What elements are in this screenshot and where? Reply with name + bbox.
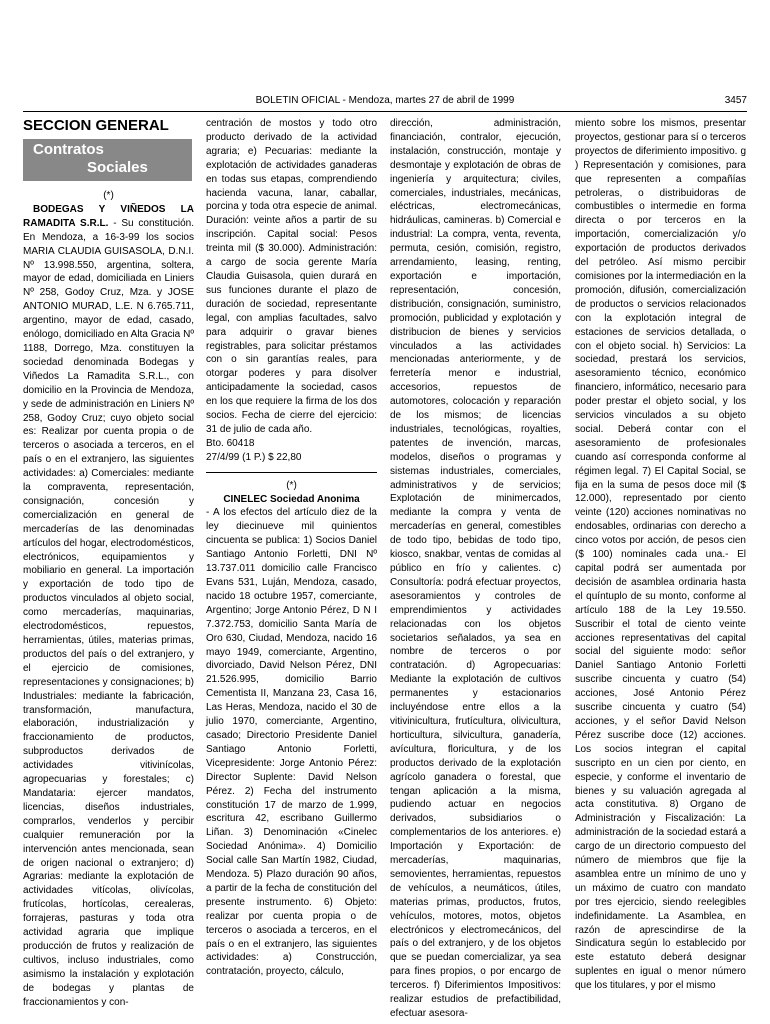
section-subtitle-line2: Sociales bbox=[87, 159, 148, 176]
section-title: SECCION GENERAL bbox=[23, 117, 169, 134]
notice-1-continuation: centración de mostos y todo otro producto derivado de la actividad agraria; e) Pecuarias: mediante la explotación de actividades ganaderas en todas sus etapas, comprendiendo hacienda vacuna, lanar, caballar, porcina y toda otra especie de animal. Duración: veinte años a partir de su inscripción. Capital social: Pesos treinta mil ($ 30.000). Administración: a cargo de socia gerente María Claudia Guisasola, quien durará en sus funciones durante el plazo de duración de sociedad, representante legal, con amplias facultades, salvo para adquirir o gravar bienes registrables, para solicitar préstamos con o sin garantías reales, para otorgar poderes y para disolver anticipadamente la sociedad, casos en los que requiere la firma de los dos socios. Fecha de cierre del ejercicio: 31 de julio de cada año. bbox=[206, 118, 377, 435]
column-1 bbox=[23, 117, 194, 1008]
notice-separator bbox=[206, 472, 377, 473]
section-subtitle-box bbox=[23, 139, 192, 181]
notice-2-marker: (*) bbox=[286, 479, 297, 491]
notice-1-marker: (*) bbox=[103, 190, 114, 201]
page-header bbox=[23, 94, 747, 108]
notice-1-bto: Bto. 60418 bbox=[206, 437, 255, 449]
notice-1-date: 27/4/99 (1 P.) $ 22,80 bbox=[206, 451, 302, 463]
section-subtitle-line1: Contratos bbox=[33, 141, 104, 158]
page-number: 3457 bbox=[724, 95, 747, 106]
notice-1-body bbox=[23, 203, 194, 1010]
header-title: BOLETIN OFICIAL - Mendoza, martes 27 de abril de 1999 bbox=[255, 95, 515, 106]
notice-2-body-col4: miento sobre los mismos, presentar proyectos, gestionar para sí o terceros proyectos de diferimiento impositivo. g ) Representación y comisiones, para que representen a compañías petroleras, o distribuidoras de combustibles o intermedie en forma directa o por terceros en la importación, comercialización y/o exportación de productos derivados del petróleo. Así mismo percibir comisiones por la intermediación en la promoción, difusión, comercialización de productos o servicios relacionados con la explotación integral de estaciones de servicios detallada, o con el objeto social. h) Servicios: La sociedad, prestará los servicios, asesoramiento técnico, económico financiero, informático, necesario para poder prestar el objeto social, y los servicios vinculados a su objeto social. Deberá contar con el asesoramiento de profesionales cuando así corresponda conforme al régimen legal. 7) El Capital Social, se fija en la suma de pesos doce mil ($ 12.000), representado por ciento veinte (120) acciones nominativas no endosables, ordinarias con derecho a cinco votos por acción, de pesos cien ($ 100) nominales cada una.- El capital podrá ser aumentada por decisión de asamblea ordinaria hasta el quíntuplo de su monto, conforme al artículo 188 de la Ley 19.550. Suscribir el total de ciento veinte acciones representativas del capital social del siguiente modo: señor Daniel Santiago Antonio Forletti suscribe cincuenta y cuatro (54) acciones, José Antonio Pérez suscribe cincuenta y cuatro (54) acciones, y el señor David Nelson Pérez suscribe doce (12) acciones. Los socios integran el capital suscripto en un cien por ciento, en especie, y conforme el inventario de bienes y su valuación agregada al acta constitutiva. 8) Organo de Administración y Fiscalización: La administración de la sociedad estará a cargo de un directorio compuesto del número de miembros que fije la asamblea entre un mínimo de uno y un máximo de cuatro con mandato por tres ejercicio, siendo reelegibles indefinidamente. La Asamblea, en razón de aprescindirse de la Sindicatura según lo establecido por este estatuto deberá designar suplentes en igual o menor número que los titulares, y por el mismo bbox=[575, 118, 746, 992]
notice-2-body-col2: - A los efectos del artículo diez de la ley diecinueve mil quinientos cincuenta se publica: 1) Socios Daniel Santiago Antonio Forletti, DNI Nº 13.737.011 domicilio calle Francisco Evans 531, Luján, Mendoza, casado, nacido 18 octubre 1957, comerciante, Argentino; Jorge Antonio Pérez, D N I 7.372.753, domicilio Santa María de Oro 630, Ciudad, Mendoza, nacido 16 mayo 1949, comerciante, Argentino, divorciado, David Nelson Pérez, DNI 21.526.995, domicilio Barrio Cementista II, Manzana 23, Casa 16, Las Heras, Mendoza, nacido el 30 de julio 1970, comerciante, Argentino, casado; Directorio Presidente Daniel Santiago Antonio Forletti, Vicepresidente: Jorge Antonio Pérez: Director Suplente: David Nelson Pérez. 2) Fecha del instrumento constitución 17 de marzo de 1.999, escritura 42, escribano Guillermo Liñan. 3) Denominación «Cinelec Sociedad Anónima». 4) Domicilio Social calle San Martín 1982, Ciudad, Mendoza. 5) Plazo duración 90 años, a partir de la fecha de constitución del presente instrumento. 6) Objeto: realizar por cuenta propia o de terceros o asociada a terceros, en el país o en el extranjero, las siguientes actividades: a) Construcción, contratación, proyecto, cálculo, bbox=[206, 507, 377, 978]
notice-1-company: BODEGAS Y VIÑEDOS LA RAMADITA S.R.L. bbox=[23, 203, 194, 229]
header-rule bbox=[23, 111, 747, 112]
column-3 bbox=[390, 117, 561, 1019]
notice-1-intro: - Su constitución. En Mendoza, a 16-3-99 los socios MARIA CLAUDIA GUISASOLA, D.N.I. Nº 13.998.550, argentina, soltera, mayor de edad, domiciliada en Liniers Nº 258, Godoy Cruz, Mza. y JOSE ANTONIO MURAD, L.E. N 6.765.711, argentino, mayor de edad, casado, enólogo, domiciliado en Alta Gracia Nº 1188, Dorrego, Mza. constituyen la sociedad denominada Bodegas y Viñedos La Ramadita S.R.L., con domicilio en la Provincia de Mendoza, y sede de administración en Liniers Nº 258, Godoy Cruz; cuyo objeto social es: Realizar por cuenta propia o de terceros o asociada a terceros, en el país o en el extranjero, las siguientes actividades: a) Comerciales: mediante la compraventa, representación, consignación, concesión y comercialización en general de mercaderías de las denominadas artículos del hogar, electrodomésticos, electrónicos, equipamientos y mobiliario en general. La importación y exportación de todo tipo de productos vinculados al objeto social, como mercaderías, maquinarias, electrodomésticos, repuestos, herramientas, útiles, materias primas, productos del país o del extranjero, y el ejercicio de comisiones, representaciones y consignaciones; b) Industriales: mediante la fabricación, transformación, manufactura, elaboración, industrialización y fraccionamiento de productos, subproductos derivados de actividades vitivinícolas, agropecuarias y forestales; c) Mandataria: ejercer mandatos, licencias, diseños industriales, comprarlos, venderlos y percibir cualquier remuneración por la intervención antes mencionada, sean de origen nacional o extranjero; d) Agrarias: mediante la explotación de actividades vitícolas, olivícolas, frutícolas, hortícolas, cerealeras, forrajeras, pasturas y toda otra actividad agraria que implique producción de frutos y realización de cultivos, incluso industriales, como asimismo la instalación y explotación de bodegas y plantas de fraccionamientos y con- bbox=[23, 217, 194, 1008]
notice-2-body-col3: dirección, administración, financiación, contralor, ejecución, instalación, construcción, montaje y desmontaje y explotación de obras de ingeniería y arquitectura; civiles, comerciales, industriales, mecánicas, eléctricas, electromecánicas, hidráulicas, camineras. b) Comercial e industrial: La compra, venta, reventa, permuta, cesión, comisión, registro, arrendamiento, leasing, renting, exportación e importación, representación, concesión, distribución, consignación, suministro, promoción, publicidad y explotación y distribucion de bienes y servicios vinculados a las actividades mencionadas anteriormente, y de ferretería menor e industrial, accesorios, repuestos de automotores, colocación y reparación de los mismos; de licencias industriales, tecnológicas, royalties, patentes de invención, marcas, modelos, diseños o programas y sistemas industriales, comerciales, administrativos y de servicios; Explotación de minimercados, mediante la compra y venta de mercaderías en general, comestibles de todo tipo, bebidas de todo tipo, kiosco, snakbar, ventas de comidas al público en frío y calientes. c) Consultoría: podrá efectuar proyectos, asesoramientos y controles de emprendimientos y actividades relacionadas con los objetos societarios señalados, ya sea en nombre de terceros o por contratación. d) Agropecuarias: Mediante la explotación de cultivos permanentes y estacionarios incluyéndose entre ellos a la vitivinicultura, frutícultura, olivicultura, horticultura, silvicultura, ganadería, avícultura, floricultura, y de los productos derivado de la explotación agrícolo ganadera o forestal, que tengan aplicación a la misma, pudiendo actuar en negocios derivados, subsidiarios o complementarios de los anteriores. e) Importación y Exportación: de mercaderías, maquinarias, semovientes, herramientas, repuestos de vehículos, a neumáticos, útiles, materias primas, productos, frutos, vehículos, motores, motos, objetos electrónicos y electromecánicos, del país o del extranjero, y de los objetos que se puedan comercializar, ya sea para fines propios, o por encargo de terceros. f) Diferimientos Impositivos: realizar estudios de prefactibilidad, efectuar asesora- bbox=[390, 118, 561, 1019]
column-4 bbox=[575, 117, 746, 992]
notice-2-company: CINELEC Sociedad Anonima bbox=[223, 493, 360, 505]
column-2 bbox=[206, 117, 377, 978]
